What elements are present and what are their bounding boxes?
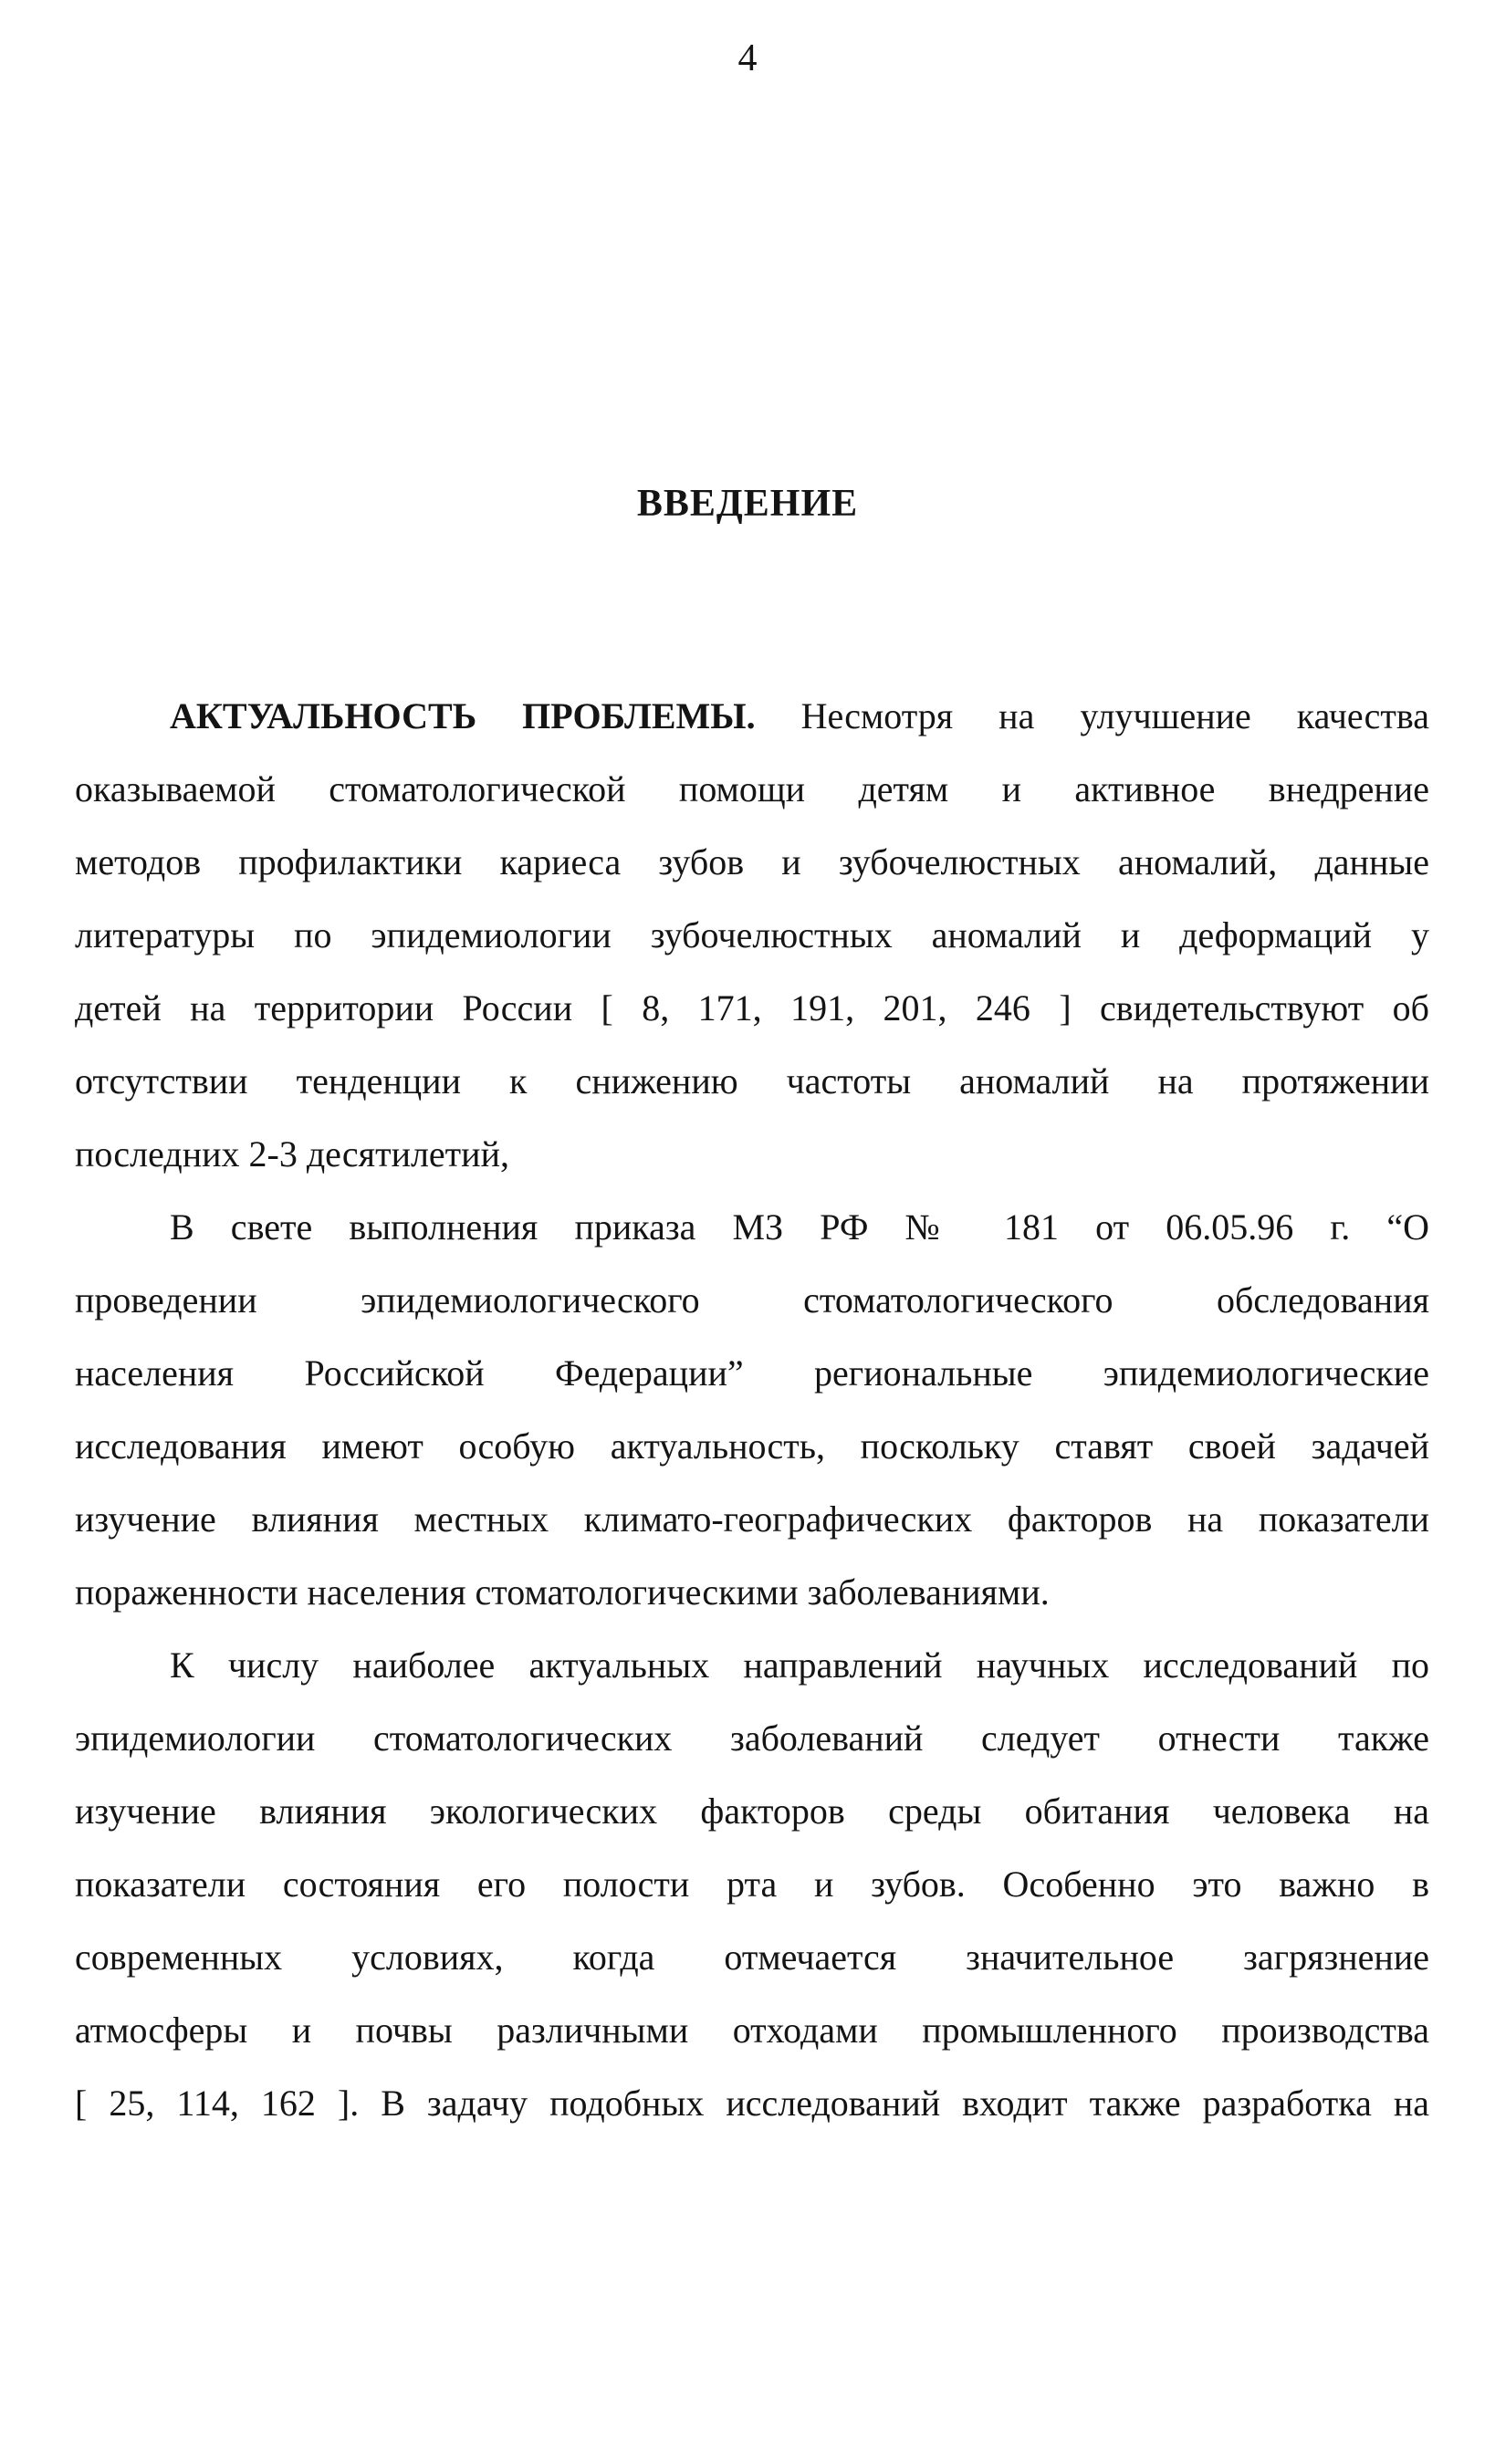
paragraph-relevance <box>75 680 1429 1191</box>
paragraph-line: В свете выполнения приказа МЗ РФ № 181 от 06.05.96 г. “О <box>170 1206 1429 1248</box>
paragraph-line: последних 2-3 десятилетий, <box>75 1133 509 1175</box>
paragraph-line: оказываемой стоматологической помощи детям и активное внедрение <box>75 768 1429 809</box>
paragraph-line: современных условиях, когда отмечается значительное загрязнение <box>75 1937 1429 1978</box>
paragraph-line <box>75 680 1429 753</box>
paragraph-line: пораженности населения стоматологическими заболеваниями. <box>75 1571 1050 1613</box>
paragraph-line: населения Российской Федерации” региональные эпидемиологические <box>75 1352 1429 1394</box>
paragraph-line: эпидемиологии стоматологических заболеваний следует отнести также <box>75 1717 1429 1759</box>
paragraph-line: атмосферы и почвы различными отходами промышленного производства <box>75 2010 1429 2051</box>
paragraph-order <box>75 1191 1429 1629</box>
paragraph-line: проведении эпидемиологического стоматологического обследования <box>75 1279 1429 1321</box>
line-text: Несмотря на улучшение качества <box>755 695 1429 736</box>
paragraph-line: изучение влияния экологических факторов среды обитания человека на <box>75 1791 1429 1832</box>
paragraph-ecology <box>75 1629 1429 2140</box>
section-title: ВВЕДЕНИЕ <box>636 483 859 525</box>
relevance-heading: АКТУАЛЬНОСТЬ ПРОБЛЕМЫ. <box>170 695 756 736</box>
paragraph-line: [ 25, 114, 162 ]. В задачу подобных исследований входит также разработка на <box>75 2083 1429 2124</box>
paragraph-line: литературы по эпидемиологии зубочелюстных аномалий и деформаций у <box>75 914 1429 955</box>
page-number: 4 <box>737 37 758 79</box>
paragraph-line: детей на территории России [ 8, 171, 191, 201, 246 ] свидетельствуют об <box>75 987 1429 1028</box>
paragraph-line: исследования имеют особую актуальность, поскольку ставят своей задачей <box>75 1425 1429 1467</box>
paragraph-line: изучение влияния местных климато-географических факторов на показатели <box>75 1498 1429 1540</box>
paragraph-line: показатели состояния его полости рта и зубов. Особенно это важно в <box>75 1864 1429 1905</box>
paragraph-line: К числу наиболее актуальных направлений научных исследований по <box>170 1644 1429 1686</box>
paragraph-line: методов профилактики кариеса зубов и зубочелюстных аномалий, данные <box>75 841 1429 882</box>
paragraph-line: отсутствии тенденции к снижению частоты аномалий на протяжении <box>75 1060 1429 1101</box>
